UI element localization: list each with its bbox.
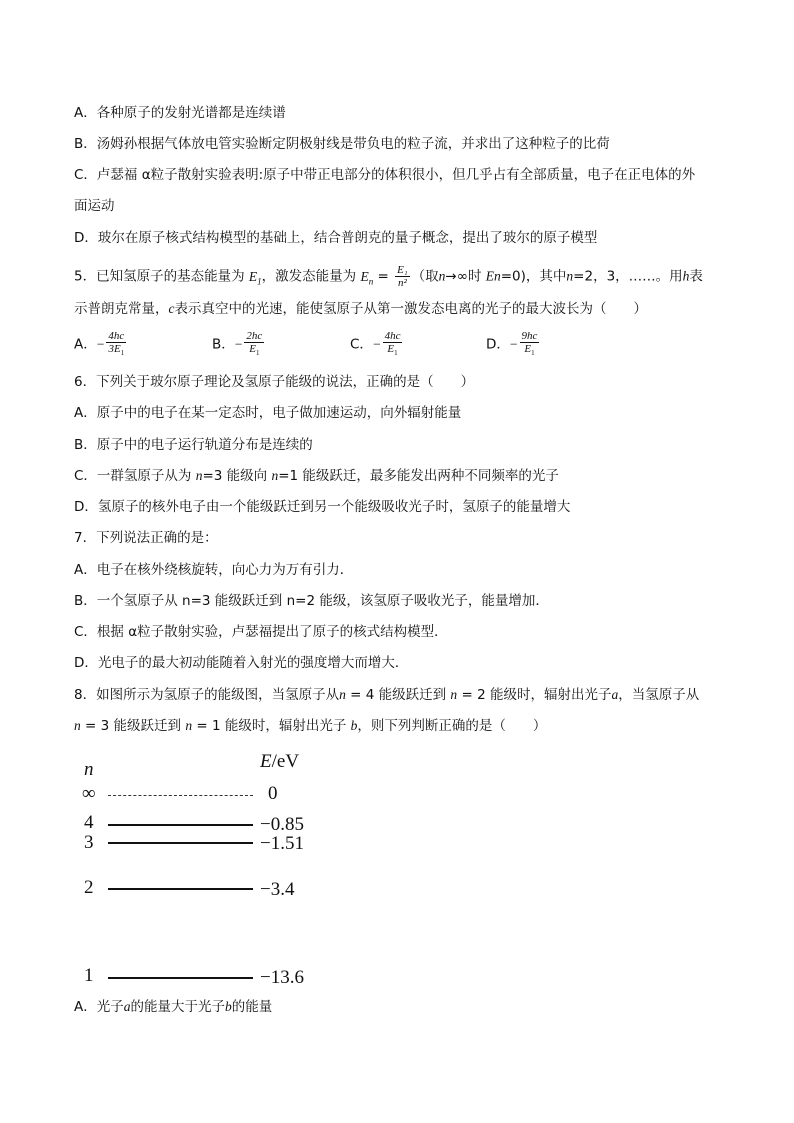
q4-option-d: D．玻尔在原子核式结构模型的基础上，结合普朗克的量子概念，提出了玻尔的原子模型: [74, 230, 598, 246]
q5-options: [74, 330, 694, 364]
q5-stem-line2: [74, 300, 647, 318]
q5-text: ，激发态能量为: [261, 268, 361, 285]
q7-option-d: D．光电子的最大初动能随着入射光的强度增大而增大．: [74, 655, 409, 671]
q7-option-a: A．电子在核外绕核旋转，向心力为万有引力．: [74, 562, 354, 578]
level-inf-n: ∞: [82, 783, 96, 804]
q5-text: =2，3，……。用: [573, 268, 683, 285]
q5-text: 5．已知氢原子的基态能量为: [74, 268, 249, 285]
level-3-n: 3: [84, 832, 94, 853]
level-2-n: 2: [84, 877, 94, 898]
level-1-line: [108, 977, 253, 979]
level-inf-line: [108, 795, 253, 796]
q5-stem-line1: [74, 264, 703, 290]
q8-option-a: A．光子a的能量大于光子b的能量: [74, 999, 273, 1015]
level-3-line: [108, 842, 253, 844]
level-4-n: 4: [84, 812, 94, 833]
q5-e1: $E_1$: [248, 268, 262, 287]
level-2-energy: −3.4: [260, 879, 295, 900]
q5-option-a: A．− $\frac{4hc}{3E_1}$: [74, 330, 125, 358]
level-4-energy: −0.85: [260, 814, 304, 835]
level-4-line: [108, 824, 253, 826]
q5-n-var: n: [566, 268, 574, 284]
q5-n-var: n: [438, 268, 446, 284]
q4-option-c-line1: C．卢瑟福 α粒子散射实验表明:原子中带正电部分的体积很小，但几乎占有全部质量，电子在正电体的外: [74, 167, 696, 183]
q5-en: $E_n$: [360, 268, 374, 287]
q7-option-c: C．根据 α粒子散射实验，卢瑟福提出了原子的核式结构模型．: [74, 624, 448, 640]
q6-option-d: D．氢原子的核外电子由一个能级跃迁到另一个能级吸收光子时，氢原子的能量增大: [74, 499, 571, 515]
q6-option-a: A．原子中的电子在某一定态时，电子做加速运动，向外辐射能量: [74, 405, 462, 421]
level-1-n: 1: [84, 965, 94, 986]
q5-text: （取: [411, 268, 439, 285]
q4-option-c-line2: 面运动: [74, 198, 115, 214]
q8-stem-line1: 8．如图所示为氢原子的能级图，当氢原子从n = 4 能级跃迁到 n = 2 能级时，辐射出光子a，当氢原子从: [74, 687, 700, 703]
q5-option-c: C．− $\frac{4hc}{E_1}$: [350, 330, 401, 358]
q5-energy-fraction: $\frac{\text{E₁}}{\text{n²}}$: [397, 264, 408, 289]
diagram-n-label: n: [84, 759, 94, 780]
q8-stem-line2: n = 3 能级跃迁到 n = 1 能级时，辐射出光子 b，则下列判断正确的是（ ）: [74, 718, 547, 734]
q5-option-b: B．− $\frac{2hc}{E_1}$: [212, 330, 263, 358]
q5-text: 示普朗克常量，: [74, 301, 169, 317]
q6-stem: 6．下列关于玻尔原子理论及氢原子能级的说法，正确的是（ ）: [74, 374, 475, 390]
q5-h-var: h: [682, 268, 690, 284]
energy-level-diagram: [74, 750, 374, 1000]
q6-option-c: C．一群氢原子从为 n=3 能级向 n=1 能级跃迁，最多能发出两种不同频率的光子: [74, 468, 559, 484]
level-1-energy: −13.6: [260, 967, 304, 988]
q5-c-var: c: [168, 301, 175, 316]
q7-option-b: B．一个氢原子从 n=3 能级跃迁到 n=2 能级，该氢原子吸收光子，能量增加．: [74, 593, 549, 609]
q5-equals: =: [373, 268, 394, 285]
level-inf-energy: 0: [268, 783, 278, 804]
diagram-energy-axis-label: E/eV: [260, 751, 300, 772]
q5-text: 表: [689, 268, 703, 285]
q5-en-zero: En: [485, 268, 501, 284]
q7-stem: 7．下列说法正确的是：: [74, 530, 218, 546]
level-2-line: [108, 888, 253, 890]
level-3-energy: −1.51: [260, 833, 304, 854]
q5-option-d: D．− $\frac{9hc}{E_1}$: [486, 330, 538, 358]
q4-option-b: B．汤姆孙根据气体放电管实验断定阴极射线是带负电的粒子流，并求出了这种粒子的比荷: [74, 136, 610, 152]
q5-text: =0)，其中: [500, 268, 567, 285]
q5-text: 表示真空中的光速，能使氢原子从第一激发态电离的光子的最大波长为（ ）: [174, 301, 647, 317]
q4-option-a: A．各种原子的发射光谱都是连续谱: [74, 105, 286, 121]
q6-option-b: B．原子中的电子运行轨道分布是连续的: [74, 437, 313, 453]
q5-arrow: →∞时: [445, 268, 486, 285]
